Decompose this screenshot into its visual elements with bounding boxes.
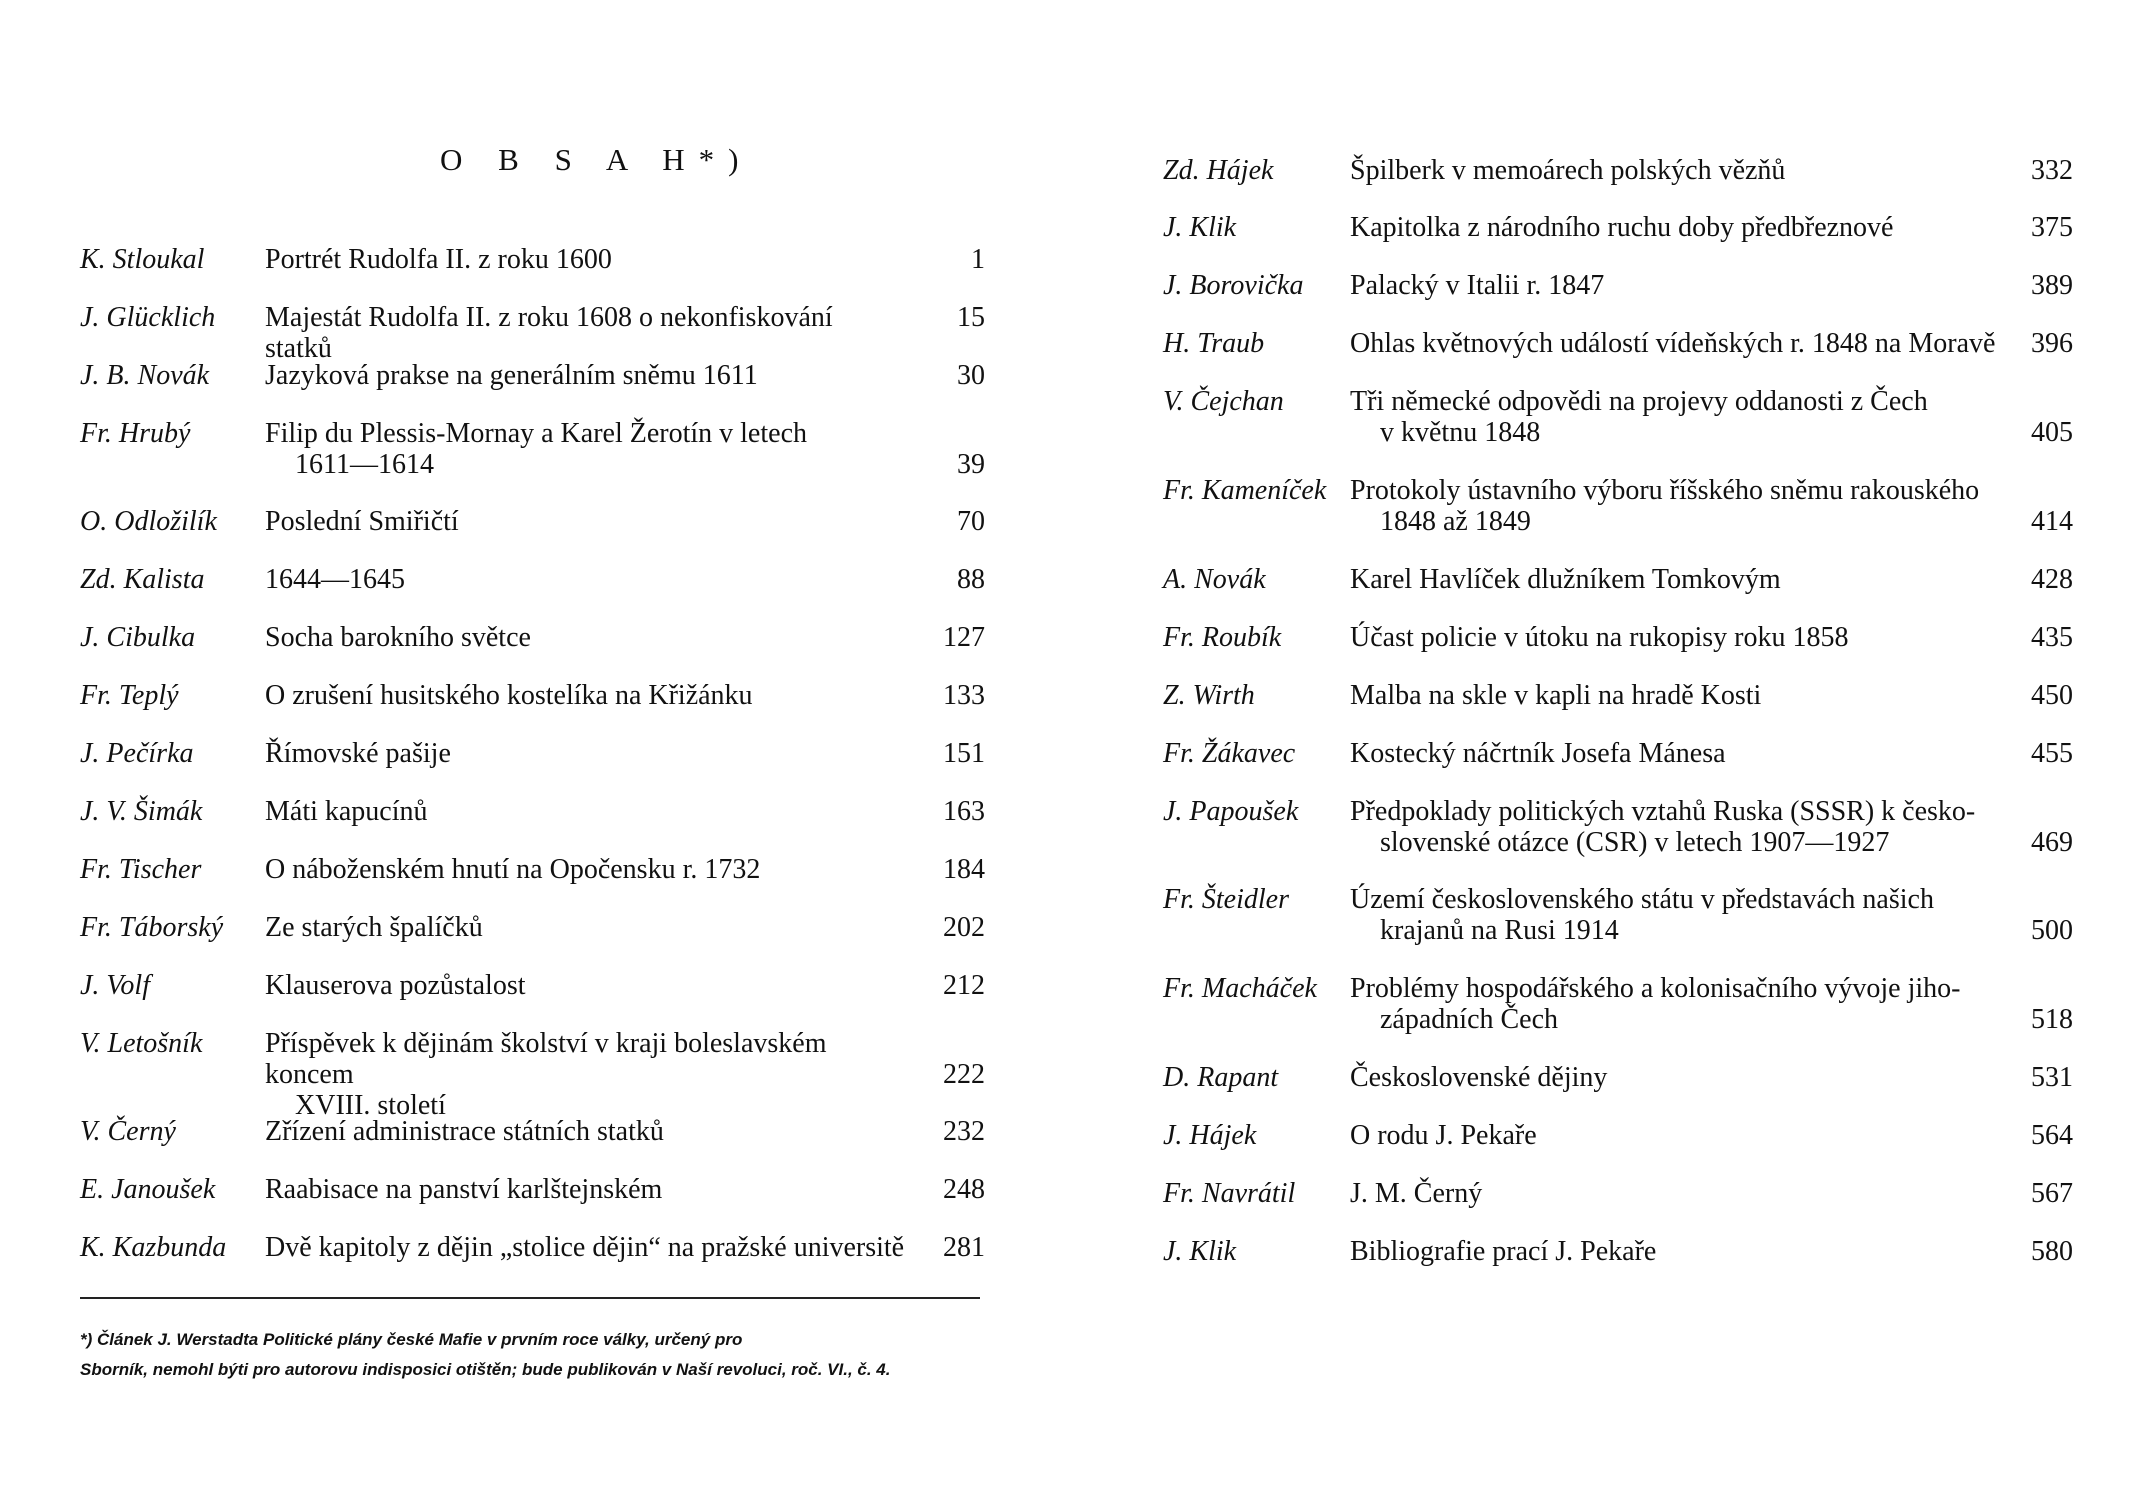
entry-page: 567 <box>2031 1178 2073 1209</box>
entry-title: Ohlas květnových událostí vídeňských r. 1848 na Moravě <box>1350 328 1996 359</box>
entry-title: Raabisace na panství karlštejnském <box>265 1174 663 1205</box>
entry-page: 232 <box>943 1116 985 1147</box>
entry-title: Kapitolka z národního ruchu doby předbřeznové <box>1350 212 1894 243</box>
entry-author: Zd. Hájek <box>1163 155 1274 186</box>
entry-page: 469 <box>2031 827 2073 858</box>
entry-page: 212 <box>943 970 985 1001</box>
entry-title: Filip du Plessis-Mornay a Karel Žerotín v letech 1611—1614 <box>265 418 807 480</box>
entry-title: Protokoly ústavního výboru říšského sněmu rakouského 1848 až 1849 <box>1350 475 1980 537</box>
entry-author: V. Černý <box>80 1116 176 1147</box>
entry-page: 564 <box>2031 1120 2073 1151</box>
entry-title: Problémy hospodářského a kolonisačního vývoje jiho- západních Čech <box>1350 973 1961 1035</box>
entry-author: J. Volf <box>80 970 150 1001</box>
entry-page: 396 <box>2031 328 2073 359</box>
entry-title: Malba na skle v kapli na hradě Kosti <box>1350 680 1762 711</box>
entry-page: 133 <box>943 680 985 711</box>
entry-title: Předpoklady politických vztahů Ruska (SSSR) k česko- slovenské otázce (CSR) v letech 1907—1927 <box>1350 796 1976 858</box>
entry-author: D. Rapant <box>1163 1062 1279 1093</box>
entry-author: Fr. Šteidler <box>1163 884 1289 915</box>
entry-author: J. Hájek <box>1163 1120 1257 1151</box>
page-title: O B S A H*) <box>440 142 753 177</box>
entry-page: 222 <box>943 1059 985 1090</box>
entry-title: Portrét Rudolfa II. z roku 1600 <box>265 244 612 275</box>
entry-author: Fr. Macháček <box>1163 973 1317 1004</box>
entry-title: J. M. Černý <box>1350 1178 1483 1209</box>
entry-page: 375 <box>2031 212 2073 243</box>
entry-title: Poslední Smiřičtí <box>265 506 459 537</box>
footnote <box>80 1325 980 1385</box>
entry-page: 248 <box>943 1174 985 1205</box>
entry-page: 414 <box>2031 506 2073 537</box>
footnote-divider <box>80 1297 980 1299</box>
entry-author: J. Glücklich <box>80 302 216 333</box>
entry-page: 389 <box>2031 270 2073 301</box>
entry-author: Fr. Táborský <box>80 912 224 943</box>
entry-page: 332 <box>2031 155 2073 186</box>
entry-title: Území československého státu v představách našich krajanů na Rusi 1914 <box>1350 884 1934 946</box>
entry-author: V. Letošník <box>80 1028 203 1059</box>
entry-page: 88 <box>957 564 985 595</box>
entry-title: O rodu J. Pekaře <box>1350 1120 1537 1151</box>
entry-title: Karel Havlíček dlužníkem Tomkovým <box>1350 564 1781 595</box>
entry-title: Tři německé odpovědi na projevy oddanosti z Čech v květnu 1848 <box>1350 386 1928 448</box>
entry-page: 580 <box>2031 1236 2073 1267</box>
entry-title: Kostecký náčrtník Josefa Mánesa <box>1350 738 1726 769</box>
entry-page: 405 <box>2031 417 2073 448</box>
entry-author: Fr. Tischer <box>80 854 202 885</box>
entry-title: Palacký v Italii r. 1847 <box>1350 270 1605 301</box>
entry-author: K. Kazbunda <box>80 1232 227 1263</box>
entry-title: O zrušení husitského kostelíka na Křižánku <box>265 680 753 711</box>
entry-author: J. Papoušek <box>1163 796 1299 827</box>
entry-author: A. Novák <box>1163 564 1266 595</box>
entry-author: H. Traub <box>1163 328 1265 359</box>
entry-title: Dvě kapitoly z dějin „stolice dějin“ na pražské universitě <box>265 1232 905 1263</box>
entry-page: 163 <box>943 796 985 827</box>
entry-author: E. Janoušek <box>80 1174 216 1205</box>
entry-title: Majestát Rudolfa II. z roku 1608 o nekonfiskování statků <box>265 302 833 364</box>
entry-title: 1644—1645 <box>265 564 405 595</box>
entry-page: 435 <box>2031 622 2073 653</box>
entry-author: J. B. Novák <box>80 360 210 391</box>
entry-author: V. Čejchan <box>1163 386 1284 417</box>
entry-author: J. Klik <box>1163 212 1237 243</box>
entry-author: Zd. Kalista <box>80 564 205 595</box>
entry-page: 518 <box>2031 1004 2073 1035</box>
entry-title: Špilberk v memoárech polských vězňů <box>1350 155 1786 186</box>
entry-title: O náboženském hnutí na Opočensku r. 1732 <box>265 854 761 885</box>
footnote-line: Sborník, nemohl býti pro autorovu indisposici otištěn; bude publikován v Naší revoluci, roč. VI., č. 4. <box>80 1360 891 1379</box>
entry-author: J. Klik <box>1163 1236 1237 1267</box>
entry-page: 127 <box>943 622 985 653</box>
entry-page: 39 <box>957 449 985 480</box>
entry-title: Účast policie v útoku na rukopisy roku 1858 <box>1350 622 1849 653</box>
entry-title: Československé dějiny <box>1350 1062 1608 1093</box>
entry-author: Z. Wirth <box>1163 680 1255 711</box>
entry-author: K. Stloukal <box>80 244 205 275</box>
entry-title: Zřízení administrace státních statků <box>265 1116 664 1147</box>
entry-page: 202 <box>943 912 985 943</box>
footnote-line: *) Článek J. Werstadta Politické plány české Mafie v prvním roce války, určený pro <box>80 1330 743 1349</box>
entry-page: 500 <box>2031 915 2073 946</box>
entry-author: Fr. Navrátil <box>1163 1178 1296 1209</box>
entry-author: O. Odložilík <box>80 506 217 537</box>
entry-title: Máti kapucínů <box>265 796 428 827</box>
entry-author: J. Borovička <box>1163 270 1304 301</box>
entry-page: 450 <box>2031 680 2073 711</box>
entry-author: Fr. Kameníček <box>1163 475 1327 506</box>
entry-title: Jazyková prakse na generálním sněmu 1611 <box>265 360 758 391</box>
entry-page: 455 <box>2031 738 2073 769</box>
entry-author: J. V. Šimák <box>80 796 203 827</box>
entry-page: 151 <box>943 738 985 769</box>
entry-title: Klauserova pozůstalost <box>265 970 526 1001</box>
entry-page: 70 <box>957 506 985 537</box>
entry-author: J. Cibulka <box>80 622 196 653</box>
entry-page: 531 <box>2031 1062 2073 1093</box>
entry-page: 30 <box>957 360 985 391</box>
entry-author: J. Pečírka <box>80 738 194 769</box>
entry-title: Bibliografie prací J. Pekaře <box>1350 1236 1657 1267</box>
entry-title: Ze starých špalíčků <box>265 912 483 943</box>
entry-page: 184 <box>943 854 985 885</box>
entry-page: 1 <box>971 244 985 275</box>
entry-author: Fr. Teplý <box>80 680 179 711</box>
entry-author: Fr. Roubík <box>1163 622 1282 653</box>
entry-page: 428 <box>2031 564 2073 595</box>
entry-title: Socha barokního světce <box>265 622 531 653</box>
entry-page: 15 <box>957 302 985 333</box>
entry-author: Fr. Hrubý <box>80 418 191 449</box>
entry-author: Fr. Žákavec <box>1163 738 1296 769</box>
entry-title: Příspěvek k dějinám školství v kraji boleslavském koncem XVIII. století <box>265 1028 827 1121</box>
entry-page: 281 <box>943 1232 985 1263</box>
entry-title: Římovské pašije <box>265 738 451 769</box>
